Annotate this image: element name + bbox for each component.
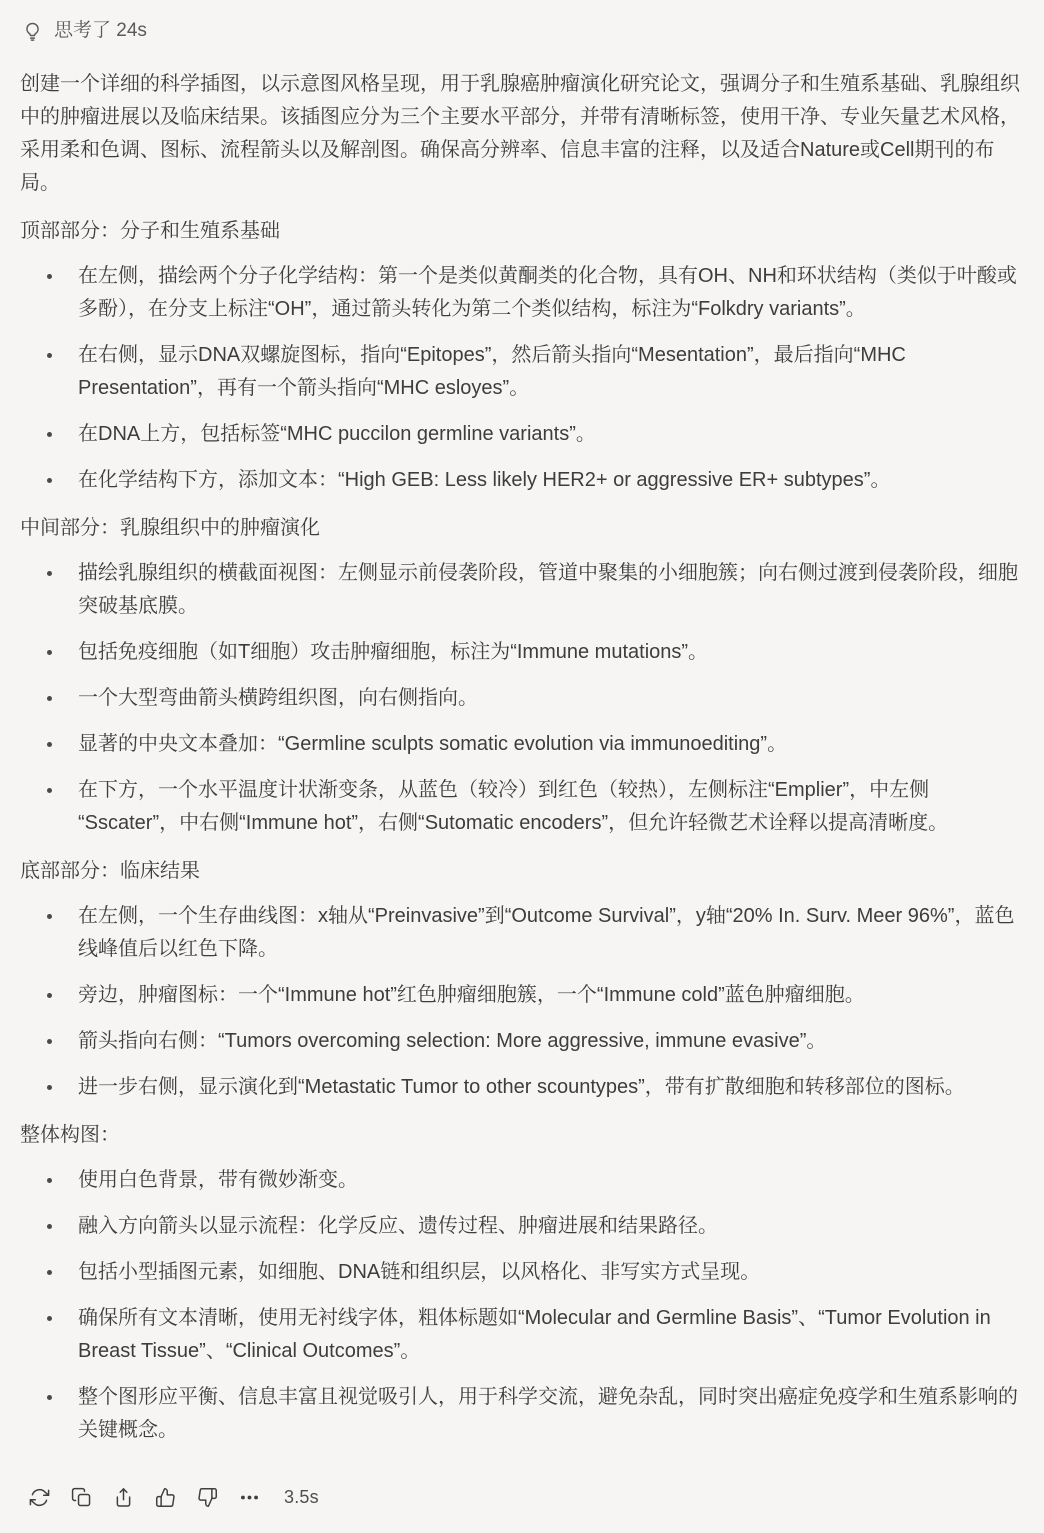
bullet-item: 在下方，一个水平温度计状渐变条，从蓝色（较冷）到红色（较热），左侧标注“Emplier”，中左侧“Sscater”，中右侧“Immune hot”，右侧“Sutomatic encoders”，但允许轻微艺术诠释以提高清晰度。: [20, 774, 1024, 840]
section-heading: 整体构图：: [20, 1124, 120, 1146]
regenerate-icon: [29, 1487, 50, 1508]
bullet-list: [20, 260, 1024, 497]
bullet-item: 融入方向箭头以显示流程：化学反应、遗传过程、肿瘤进展和结果路径。: [20, 1210, 1024, 1243]
bullet-list: [20, 557, 1024, 840]
bullet-item: 整个图形应平衡、信息丰富且视觉吸引人，用于科学交流，避免杂乱，同时突出癌症免疫学和生殖系影响的关键概念。: [20, 1381, 1024, 1447]
bullet-item: 一个大型弯曲箭头横跨组织图，向右侧指向。: [20, 682, 1024, 715]
bullet-item: 在DNA上方，包括标签“MHC puccilon germline variants”。: [20, 418, 1024, 451]
bullet-item: 显著的中央文本叠加：“Germline sculpts somatic evolution via immunoediting”。: [20, 728, 1024, 761]
bullet-item: 包括小型插图元素，如细胞、DNA链和组织层，以风格化、非写实方式呈现。: [20, 1256, 1024, 1289]
bullet-item: 箭头指向右侧：“Tumors overcoming selection: More aggressive, immune evasive”。: [20, 1025, 1024, 1058]
more-options-button[interactable]: [238, 1486, 260, 1508]
thinking-label: 思考了 24s: [54, 20, 147, 41]
message-toolbar: [28, 1485, 1024, 1509]
thinking-header[interactable]: [22, 18, 1024, 44]
bullet-item: 在左侧，描绘两个分子化学结构：第一个是类似黄酮类的化合物，具有OH、NH和环状结构（类似于叶酸或多酚），在分支上标注“OH”，通过箭头转化为第二个类似结构，标注为“Folkdry variants”。: [20, 260, 1024, 326]
thumbs-up-icon: [155, 1487, 176, 1508]
duration-label: 3.5s: [284, 1486, 319, 1507]
message-sections: [20, 215, 1024, 1447]
thumbs-down-button[interactable]: [196, 1486, 218, 1508]
share-icon: [113, 1487, 134, 1508]
share-button[interactable]: [112, 1486, 134, 1508]
regenerate-button[interactable]: [28, 1486, 50, 1508]
section-heading: 中间部分：乳腺组织中的肿瘤演化: [20, 517, 320, 539]
bullet-item: 进一步右侧，显示演化到“Metastatic Tumor to other scountypes”，带有扩散细胞和转移部位的图标。: [20, 1071, 1024, 1104]
bullet-item: 确保所有文本清晰，使用无衬线字体，粗体标题如“Molecular and Germline Basis”、“Tumor Evolution in Breast Tissue”、“Clinical Outcomes”。: [20, 1302, 1024, 1368]
bullet-item: 使用白色背景，带有微妙渐变。: [20, 1164, 1024, 1197]
bullet-list: [20, 900, 1024, 1104]
message-intro: 创建一个详细的科学插图，以示意图风格呈现，用于乳腺癌肿瘤演化研究论文，强调分子和生殖系基础、乳腺组织中的肿瘤进展以及临床结果。该插图应分为三个主要水平部分，并带有清晰标签，使用干净、专业矢量艺术风格，采用柔和色调、图标、流程箭头以及解剖图。确保高分辨率、信息丰富的注释，以及适合Nature或Cell期刊的布局。: [20, 73, 1020, 194]
bullet-item: 描绘乳腺组织的横截面视图：左侧显示前侵袭阶段，管道中聚集的小细胞簇；向右侧过渡到侵袭阶段，细胞突破基底膜。: [20, 557, 1024, 623]
bullet-item: 旁边，肿瘤图标：一个“Immune hot”红色肿瘤细胞簇，一个“Immune cold”蓝色肿瘤细胞。: [20, 979, 1024, 1012]
bullet-item: 在左侧，一个生存曲线图：x轴从“Preinvasive”到“Outcome Survival”，y轴“20% In. Surv. Meer 96%”，蓝色线峰值后以红色下降。: [20, 900, 1024, 966]
bullet-list: [20, 1164, 1024, 1447]
bullet-item: 在右侧，显示DNA双螺旋图标，指向“Epitopes”，然后箭头指向“Mesentation”，最后指向“MHC Presentation”，再有一个箭头指向“MHC esloyes”。: [20, 339, 1024, 405]
copy-button[interactable]: [70, 1486, 92, 1508]
bullet-item: 包括免疫细胞（如T细胞）攻击肿瘤细胞，标注为“Immune mutations”。: [20, 636, 1024, 669]
thumbs-up-button[interactable]: [154, 1486, 176, 1508]
bullet-item: 在化学结构下方，添加文本：“High GEB: Less likely HER2+ or aggressive ER+ subtypes”。: [20, 464, 1024, 497]
thumbs-down-icon: [197, 1487, 218, 1508]
copy-icon: [71, 1487, 92, 1508]
section-heading: 顶部部分：分子和生殖系基础: [20, 220, 280, 242]
lightbulb-icon: [22, 21, 43, 42]
more-options-icon: [239, 1487, 260, 1508]
section-heading: 底部部分：临床结果: [20, 860, 200, 882]
